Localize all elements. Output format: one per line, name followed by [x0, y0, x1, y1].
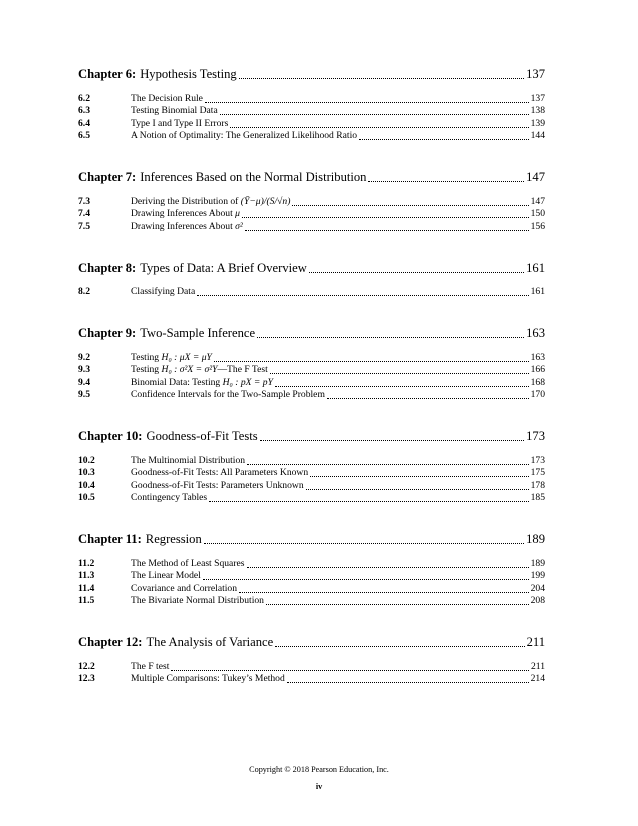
- section-page: 163: [530, 351, 545, 363]
- dot-leader: [245, 230, 529, 231]
- dot-leader: [266, 604, 529, 605]
- chapter-heading[interactable]: [78, 323, 545, 341]
- section-title: Deriving the Distribution of: [131, 195, 239, 207]
- section-list: [78, 557, 545, 607]
- section-entry[interactable]: [78, 130, 545, 143]
- section-number: 10.5: [78, 492, 95, 503]
- section-title: Covariance and Correlation: [131, 582, 238, 594]
- section-page: 170: [530, 389, 545, 400]
- section-page: 214: [530, 673, 545, 684]
- section-title: A Notion of Optimality: The Generalized Likelihood Ratio: [131, 130, 358, 141]
- section-entry[interactable]: [78, 92, 545, 105]
- dot-leader: [239, 78, 524, 79]
- section-list: [78, 660, 545, 685]
- section-page: 189: [530, 557, 545, 569]
- chapter-page: 161: [526, 260, 545, 275]
- dot-leader: [214, 361, 529, 362]
- section-page: 147: [530, 195, 545, 207]
- dot-leader: [257, 337, 524, 338]
- chapter-page: 189: [526, 532, 545, 546]
- section-page: 161: [530, 286, 545, 297]
- dot-leader: [209, 501, 528, 502]
- section-title: Binomial Data: Testing: [131, 376, 221, 388]
- section-title: Goodness-of-Fit Tests: All Parameters Known: [131, 467, 309, 478]
- dot-leader: [230, 127, 528, 128]
- math-expression: (Ȳ−μ)/(S/√n): [240, 195, 291, 207]
- section-page: 168: [530, 376, 545, 388]
- section-entry[interactable]: [78, 376, 545, 389]
- dot-leader: [239, 592, 529, 593]
- section-number: 9.2: [78, 351, 90, 363]
- chapter-title: The Analysis of Variance: [146, 635, 274, 649]
- section-entry[interactable]: [78, 479, 545, 492]
- section-number: 10.2: [78, 454, 95, 466]
- section-page: 144: [530, 130, 545, 141]
- section-entry[interactable]: [78, 286, 545, 299]
- math-expression: H₀ : μX = μY: [161, 351, 212, 363]
- section-list: [78, 195, 545, 233]
- section-title: Drawing Inferences About: [131, 220, 233, 232]
- section-number: 11.2: [78, 557, 95, 569]
- chapter-entry: [78, 529, 545, 607]
- section-title: The Decision Rule: [131, 92, 203, 104]
- dot-leader: [327, 398, 529, 399]
- chapter-label: Chapter 6:: [78, 67, 137, 81]
- section-entry[interactable]: [78, 595, 545, 608]
- section-number: 6.2: [78, 92, 90, 104]
- section-title: Contingency Tables: [131, 492, 208, 503]
- section-entry[interactable]: [78, 673, 545, 686]
- section-number: 10.4: [78, 479, 95, 491]
- dot-leader: [205, 102, 529, 103]
- section-title: The Linear Model: [131, 570, 201, 581]
- section-entry[interactable]: [78, 351, 545, 364]
- section-title: The Bivariate Normal Distribution: [131, 595, 264, 606]
- dot-leader: [275, 386, 529, 387]
- dot-leader: [309, 272, 524, 273]
- dot-leader: [204, 543, 524, 544]
- section-entry[interactable]: [78, 105, 545, 118]
- chapter-title: Two-Sample Inference: [140, 326, 256, 340]
- section-number: 6.4: [78, 117, 90, 129]
- chapter-entry: [78, 323, 545, 401]
- chapter-heading[interactable]: [78, 632, 545, 650]
- chapter-entry: [78, 64, 545, 142]
- chapter-heading[interactable]: [78, 529, 545, 547]
- section-number: 6.5: [78, 130, 90, 141]
- section-entry[interactable]: [78, 117, 545, 130]
- chapter-title: Types of Data: A Brief Overview: [140, 260, 307, 275]
- chapter-label: Chapter 8:: [78, 260, 137, 275]
- section-entry[interactable]: [78, 582, 545, 595]
- chapter-label: Chapter 11:: [78, 532, 142, 546]
- chapter-title: Hypothesis Testing: [140, 67, 237, 81]
- section-page: 185: [530, 492, 545, 503]
- chapter-heading[interactable]: [78, 64, 545, 82]
- dot-leader: [270, 373, 529, 374]
- section-page: 173: [530, 454, 545, 466]
- section-title: Type I and Type II Errors: [131, 117, 229, 129]
- section-page: 137: [530, 92, 545, 104]
- section-title: The Method of Least Squares: [131, 557, 245, 569]
- page-number: iv: [315, 782, 323, 791]
- math-expression: σ²: [235, 220, 243, 232]
- chapter-entry: [78, 258, 545, 299]
- math-expression: H₀ : pX = pY: [222, 376, 273, 388]
- section-title: Drawing Inferences About: [131, 208, 233, 219]
- section-list: [78, 454, 545, 504]
- section-page: 208: [530, 595, 545, 606]
- dot-leader: [310, 476, 528, 477]
- chapter-title: Regression: [145, 532, 202, 546]
- section-title: Multiple Comparisons: Tukey’s Method: [131, 673, 285, 684]
- table-of-contents: [78, 64, 545, 710]
- chapter-page: 211: [526, 635, 545, 649]
- section-page: 178: [530, 479, 545, 491]
- chapter-title: Inferences Based on the Normal Distribution: [140, 170, 367, 184]
- section-list: [78, 92, 545, 142]
- section-page: 166: [530, 364, 545, 375]
- section-title: Goodness-of-Fit Tests: Parameters Unknown: [131, 479, 304, 491]
- section-entry[interactable]: [78, 557, 545, 570]
- section-number: 9.3: [78, 364, 90, 375]
- section-page: 204: [530, 582, 545, 594]
- dot-leader: [171, 670, 529, 671]
- math-expression: H₀ : σ²X = σ²Y: [161, 364, 218, 375]
- section-page: 150: [530, 208, 545, 219]
- chapter-entry: [78, 632, 545, 685]
- chapter-label: Chapter 7:: [78, 170, 137, 184]
- section-page: 156: [530, 220, 545, 232]
- dot-leader: [359, 139, 529, 140]
- section-title: Testing: [131, 351, 160, 363]
- section-number: 9.5: [78, 389, 90, 400]
- dot-leader: [292, 205, 528, 206]
- chapter-entry: [78, 426, 545, 504]
- section-page: 138: [530, 105, 545, 116]
- dot-leader: [247, 464, 529, 465]
- section-entry[interactable]: [78, 208, 545, 221]
- dot-leader: [242, 217, 529, 218]
- section-title: Confidence Intervals for the Two-Sample Problem: [131, 389, 325, 400]
- section-entry[interactable]: [78, 364, 545, 377]
- section-number: 7.5: [78, 220, 90, 232]
- copyright-notice: Copyright © 2018 Pearson Education, Inc.: [249, 765, 389, 774]
- section-number: 12.3: [78, 673, 95, 684]
- section-entry[interactable]: [78, 660, 545, 673]
- section-entry[interactable]: [78, 467, 545, 480]
- section-number: 6.3: [78, 105, 90, 116]
- section-entry[interactable]: [78, 492, 545, 505]
- section-number: 12.2: [78, 660, 95, 672]
- section-list: [78, 286, 545, 299]
- chapter-label: Chapter 10:: [78, 429, 143, 443]
- section-page: 175: [530, 467, 545, 478]
- dot-leader: [247, 567, 529, 568]
- section-page: 211: [530, 660, 545, 672]
- chapter-page: 137: [526, 67, 545, 81]
- chapter-heading[interactable]: [78, 426, 545, 444]
- chapter-heading[interactable]: [78, 167, 545, 185]
- chapter-page: 163: [526, 326, 545, 340]
- dot-leader: [287, 682, 529, 683]
- section-title: Testing Binomial Data: [131, 105, 218, 116]
- chapter-heading[interactable]: [78, 258, 545, 276]
- section-number: 11.5: [78, 595, 95, 606]
- section-number: 11.3: [78, 570, 95, 581]
- section-number: 9.4: [78, 376, 90, 388]
- section-entry[interactable]: [78, 454, 545, 467]
- section-title: Testing: [131, 364, 160, 375]
- chapter-label: Chapter 9:: [78, 326, 137, 340]
- section-title-suffix: —The F Test: [217, 364, 268, 375]
- section-number: 8.2: [78, 286, 90, 297]
- chapter-label: Chapter 12:: [78, 635, 143, 649]
- section-number: 7.3: [78, 195, 90, 207]
- chapter-page: 147: [526, 170, 545, 184]
- math-expression: μ: [235, 208, 240, 219]
- dot-leader: [203, 579, 529, 580]
- dot-leader: [306, 489, 529, 490]
- section-page: 199: [530, 570, 545, 581]
- section-number: 11.4: [78, 582, 95, 594]
- section-title: Classifying Data: [131, 286, 196, 297]
- dot-leader: [368, 181, 524, 182]
- dot-leader: [260, 440, 524, 441]
- chapter-entry: [78, 167, 545, 233]
- section-entry[interactable]: [78, 220, 545, 233]
- section-number: 7.4: [78, 208, 90, 219]
- chapter-page: 173: [526, 429, 545, 443]
- dot-leader: [275, 646, 524, 647]
- section-page: 139: [530, 117, 545, 129]
- section-number: 10.3: [78, 467, 95, 478]
- section-list: [78, 351, 545, 401]
- dot-leader: [197, 295, 528, 296]
- section-entry[interactable]: [78, 389, 545, 402]
- dot-leader: [220, 114, 529, 115]
- section-entry[interactable]: [78, 570, 545, 583]
- section-entry[interactable]: [78, 195, 545, 208]
- section-title: The Multinomial Distribution: [131, 454, 246, 466]
- section-title: The F test: [131, 660, 170, 672]
- chapter-title: Goodness-of-Fit Tests: [146, 429, 258, 443]
